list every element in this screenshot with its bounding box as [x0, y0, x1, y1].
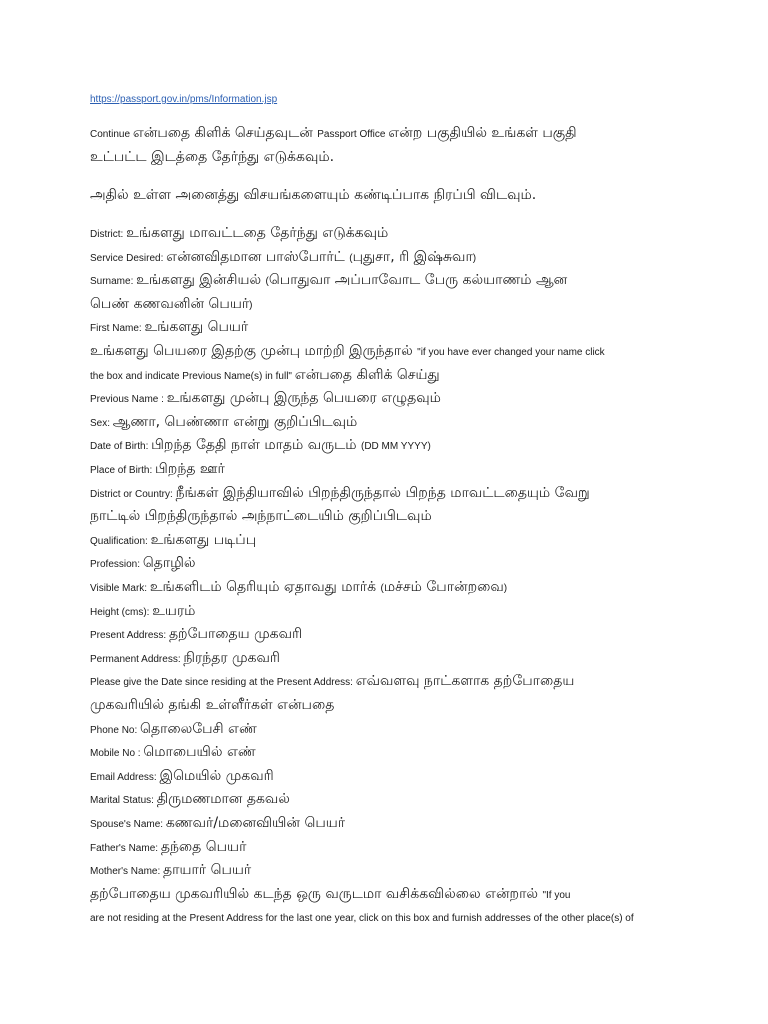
- field-line: [90, 647, 700, 668]
- tamil-text: உங்களது படிப்பு: [150, 532, 257, 548]
- tamil-text: நாட்டில் பிறந்திருந்தால் அந்நாட்டையிம் குறிப்பிடவும்: [90, 508, 432, 524]
- tamil-text: என்னவிதமான பாஸ்போர்ட்: [166, 249, 350, 265]
- field-line: [90, 741, 700, 762]
- english-text: Sex:: [90, 418, 113, 429]
- tamil-text: உங்களது பெயரை இதற்கு முன்பு மாற்றி இருந்தால்: [90, 343, 418, 359]
- english-text: Height (cms):: [90, 607, 153, 618]
- tamil-text: தொலைபேசி எண்: [140, 721, 257, 737]
- tamil-text: பிறந்த தேதி நாள் மாதம் வருடம்: [151, 437, 361, 453]
- tamil-text: உயரம்: [152, 603, 196, 619]
- field-line: [90, 788, 700, 809]
- english-text: First Name:: [90, 323, 145, 334]
- english-text: "if you have ever changed your name click: [417, 347, 605, 358]
- field-line: [90, 529, 700, 550]
- field-line: [90, 812, 700, 833]
- english-text: Previous Name :: [90, 394, 167, 405]
- field-line: [90, 906, 700, 925]
- english-text: Permanent Address:: [90, 654, 184, 665]
- english-text: ): [249, 300, 253, 311]
- english-text: (: [380, 583, 384, 594]
- english-text: are not residing at the Present Address for the last one year, click on this box and furnish addresses of the other place(s) of: [90, 913, 634, 924]
- tamil-text: என்ற பகுதியில் உங்கள் பகுதி: [388, 125, 577, 141]
- field-line: [90, 576, 700, 597]
- field-line: [90, 293, 700, 314]
- tamil-text: நீங்கள் இந்தியாவில் பிறந்திருந்தால் பிறந்த மாவட்டதையும் வேறு: [175, 485, 590, 501]
- tamil-text: மொபையில் எண்: [143, 744, 256, 760]
- tamil-text: பொதுவா அப்பாவோட பேரு கல்யாணம் ஆன: [268, 272, 568, 288]
- field-line: [90, 246, 700, 267]
- tamil-text: உங்களது மாவட்டதை தேர்ந்து எடுக்கவும்: [126, 225, 389, 241]
- tamil-text: இமெயில் முகவரி: [159, 768, 274, 784]
- english-text: Visible Mark:: [90, 583, 150, 594]
- english-text: Present Address:: [90, 630, 169, 641]
- tamil-text: பிறந்த ஊர்: [155, 461, 225, 477]
- field-line: [90, 364, 700, 385]
- english-text: Surname:: [90, 276, 137, 287]
- field-line: [90, 765, 700, 786]
- tamil-text: புதுசா, ரி இஷ்சுவா: [352, 249, 473, 265]
- english-text: Place of Birth:: [90, 465, 156, 476]
- english-text: Service Desired:: [90, 253, 167, 264]
- english-text: Please give the Date since residing at the Present Address:: [90, 677, 356, 688]
- field-line: [90, 600, 700, 621]
- field-line: [90, 340, 700, 361]
- tamil-text: உட்பட்ட இடத்தை தேர்ந்து எடுக்கவும்.: [90, 149, 335, 165]
- field-line: [90, 552, 700, 573]
- english-text: Spouse's Name:: [90, 819, 166, 830]
- tamil-text: அதில் உள்ள அனைத்து விசயங்களையும் கண்டிப்பாக நிரப்பி விடவும்.: [90, 187, 537, 203]
- field-line: [90, 505, 700, 526]
- tamil-text: எவ்வளவு நாட்களாக தற்போதைய: [355, 673, 575, 689]
- field-line: [90, 694, 700, 715]
- english-text: Email Address:: [90, 772, 160, 783]
- tamil-text: மச்சம் போன்றவை: [383, 579, 504, 595]
- field-line: [90, 269, 700, 290]
- english-text: Mobile No :: [90, 748, 144, 759]
- english-text: Date of Birth:: [90, 441, 152, 452]
- tamil-text: நிரந்தர முகவரி: [183, 650, 280, 666]
- field-line: [90, 670, 700, 691]
- tamil-text: உங்களிடம் தெரியும் ஏதாவது மார்க்: [149, 579, 381, 595]
- english-text: Qualification:: [90, 536, 151, 547]
- english-text: (: [349, 253, 353, 264]
- field-line: [90, 836, 700, 857]
- information-page-link[interactable]: https://passport.gov.in/pms/Information.jsp: [90, 94, 278, 105]
- english-text: Passport Office: [317, 129, 389, 140]
- english-text: "If you: [542, 890, 571, 901]
- english-text: Mother's Name:: [90, 866, 164, 877]
- field-line: [90, 222, 700, 243]
- tamil-text: உங்களது இன்சியல்: [136, 272, 266, 288]
- tamil-text: தற்போதைய முகவரியில் கடந்த ஒரு வருடமா வசிக்கவில்லை என்றால்: [90, 886, 543, 902]
- english-text: ): [503, 583, 508, 594]
- tamil-text: தற்போதைய முகவரி: [168, 626, 303, 642]
- field-line: [90, 883, 700, 904]
- tamil-text: ஆணா, பெண்ணா என்று குறிப்பிடவும்: [112, 414, 358, 430]
- english-text: District or Country:: [90, 489, 176, 500]
- english-text: (: [265, 276, 269, 287]
- english-text: (DD MM YYYY): [361, 441, 431, 452]
- field-line: [90, 458, 700, 479]
- field-line: [90, 718, 700, 739]
- intro-line: [90, 122, 700, 143]
- tamil-text: தந்தை பெயர்: [160, 839, 247, 855]
- field-line: [90, 623, 700, 644]
- tamil-text: என்பதை கிளிக் செய்து: [294, 367, 440, 383]
- tamil-text: உங்களது பெயர்: [144, 319, 249, 335]
- intro-line: [90, 146, 700, 167]
- tamil-text: பெண் கணவனின் பெயர்: [90, 296, 250, 312]
- tamil-text: என்பதை கிளிக் செய்தவுடன்: [132, 125, 318, 141]
- tamil-text: திருமணமான தகவல்: [156, 791, 290, 807]
- english-text: Marital Status:: [90, 795, 157, 806]
- english-text: Phone No:: [90, 725, 141, 736]
- tamil-text: உங்களது முன்பு இருந்த பெயரை எழுதவும்: [166, 390, 441, 406]
- english-text: District:: [90, 229, 127, 240]
- field-line: [90, 316, 700, 337]
- tamil-text: தொழில்: [142, 555, 196, 571]
- english-text: Father's Name:: [90, 843, 161, 854]
- field-line: [90, 411, 700, 432]
- field-line: [90, 387, 700, 408]
- tamil-text: தாயார் பெயர்: [163, 862, 252, 878]
- tamil-text: முகவரியில் தங்கி உள்ளீர்கள் என்பதை: [90, 697, 335, 713]
- field-line: [90, 482, 700, 503]
- english-text: ): [472, 253, 477, 264]
- english-text: Profession:: [90, 559, 143, 570]
- english-text: Continue: [90, 129, 133, 140]
- tamil-text: கணவர்/மனைவியின் பெயர்: [165, 815, 346, 831]
- english-text: the box and indicate Previous Name(s) in full": [90, 371, 295, 382]
- intro-line: [90, 184, 700, 205]
- field-line: [90, 434, 700, 455]
- field-line: [90, 859, 700, 880]
